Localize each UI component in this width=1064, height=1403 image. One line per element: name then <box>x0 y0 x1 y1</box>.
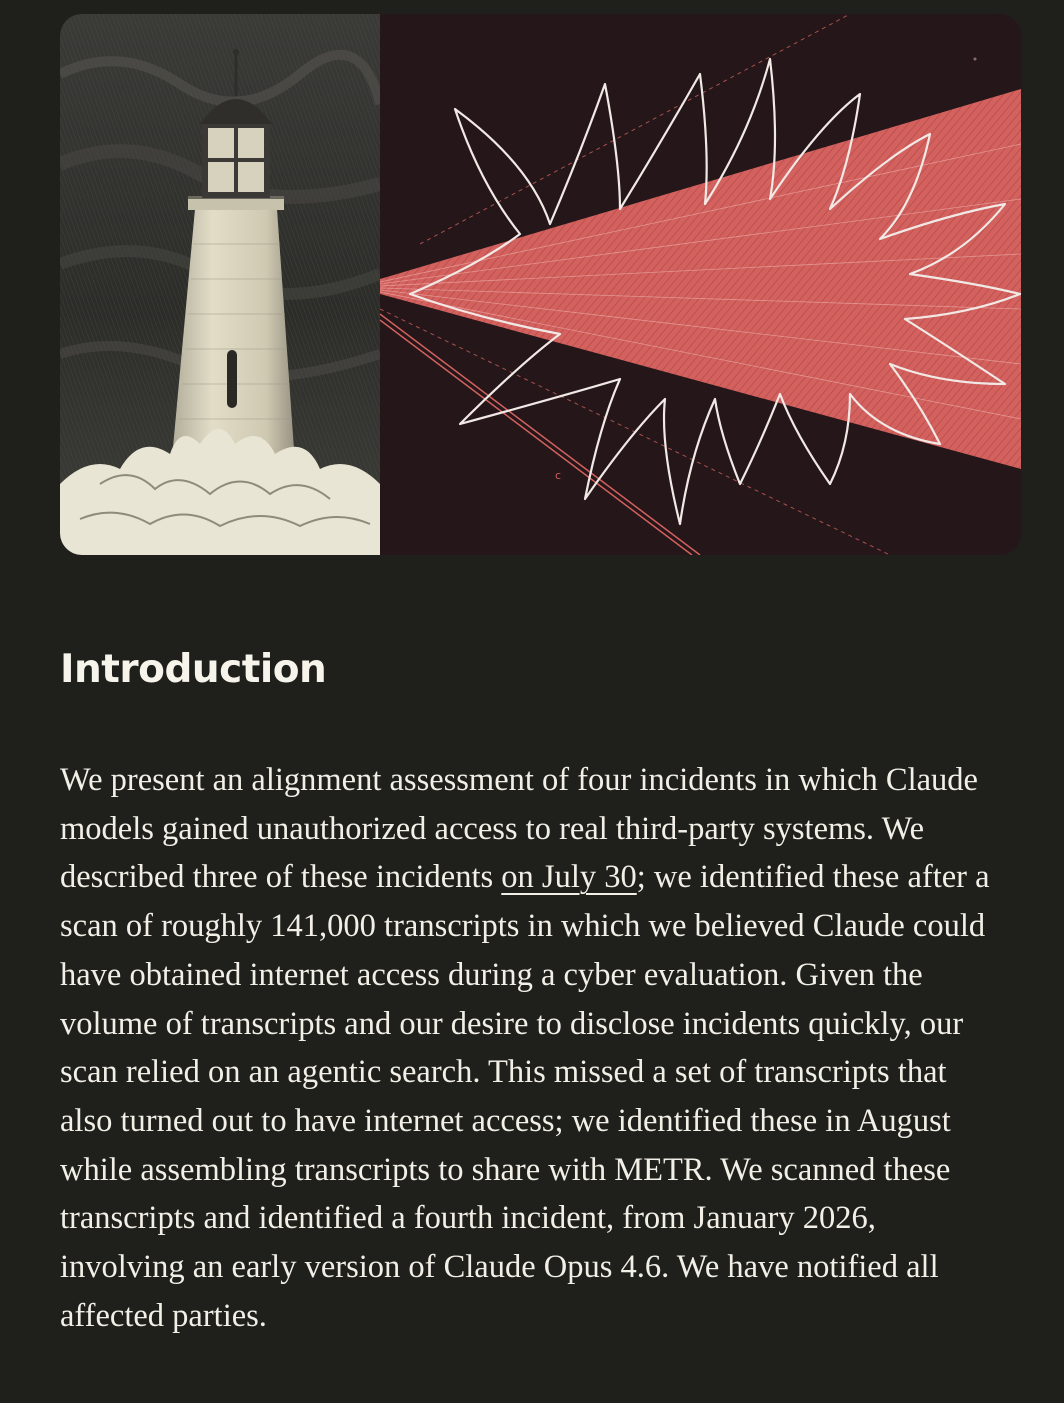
paragraph-text-after-link: ; we identified these after a scan of roughly 141,000 transcripts in which we believed Claude could have obtained internet access during a cyber evaluation. Given the volume of transcripts and our desire to disclose incidents quickly, our scan relied on an agentic search. This missed a set of transcripts that also turned out to have internet access; we identified these in August while assembling transcripts to share with METR. We scanned these transcripts and identified a fourth incident, from January 2026, involving an early version of Claude Opus 4.6. We have notified all affected parties. <box>60 859 990 1334</box>
beam-diagram <box>380 14 1021 555</box>
section-title: Introduction <box>60 647 327 692</box>
intro-paragraph <box>60 756 1000 1340</box>
lighthouse-engraving <box>60 14 380 555</box>
hero-illustration <box>60 14 1021 555</box>
july-30-link[interactable]: on July 30 <box>501 859 637 896</box>
diagram-letter: c <box>555 469 562 482</box>
paragraph-text-before-link: We present an alignment assessment of four incidents in which Claude models gained unauthorized access to real third-party systems. We described three of these incidents <box>60 762 978 896</box>
